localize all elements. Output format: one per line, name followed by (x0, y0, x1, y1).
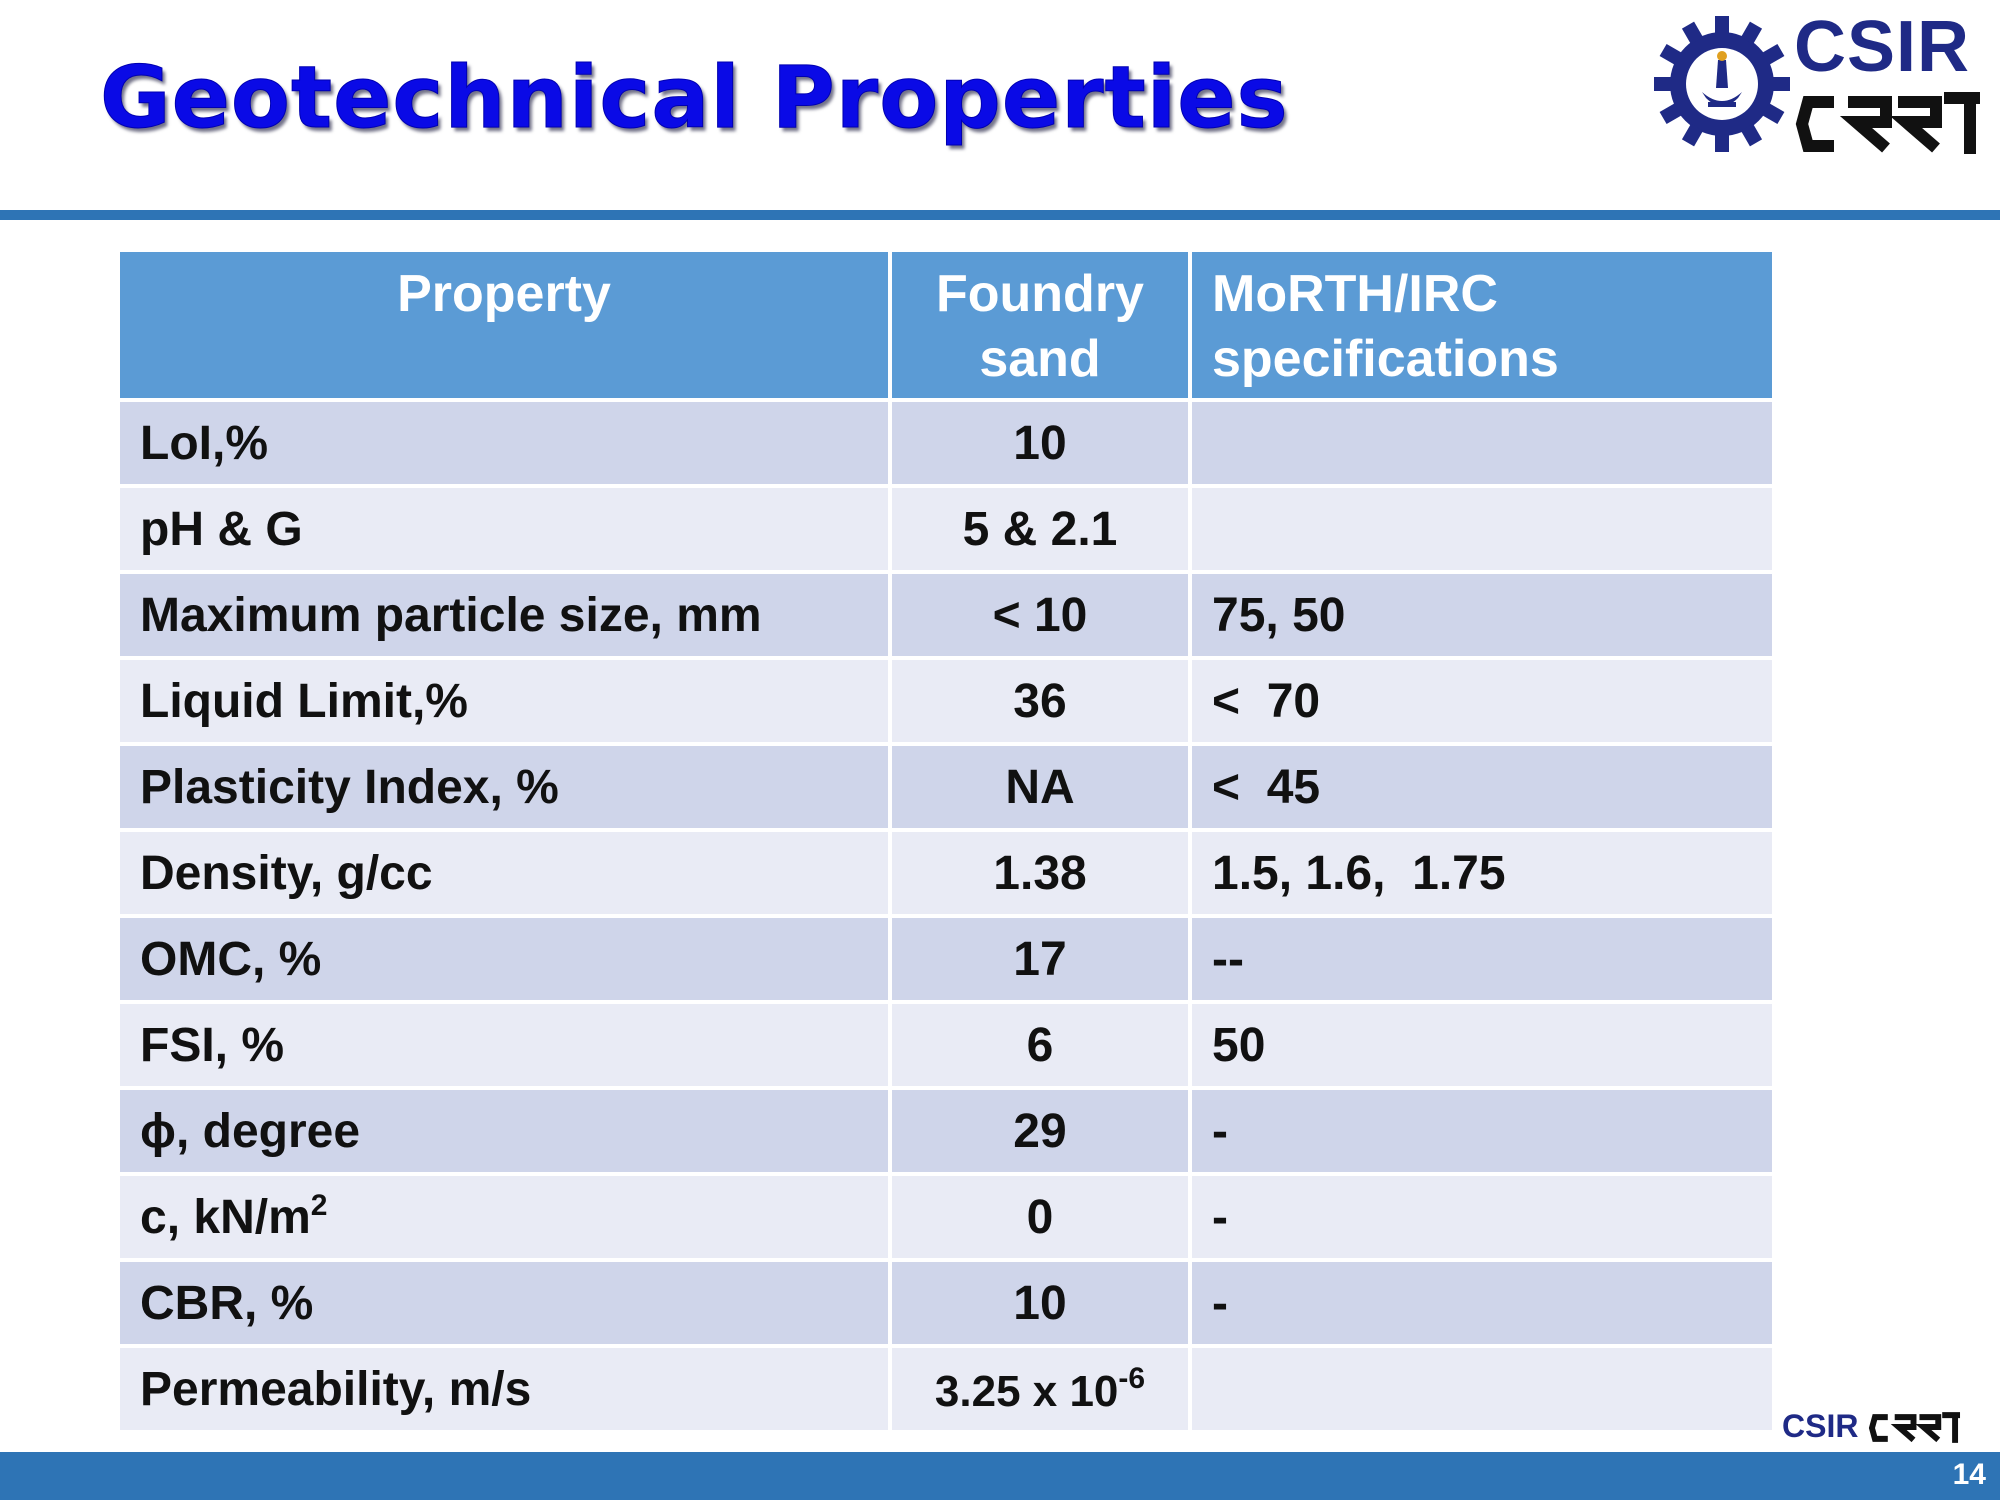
property-cell: Permeability, m/s (120, 1348, 888, 1430)
logo-csir-text: CSIR (1794, 7, 1971, 87)
spec-cell (1192, 402, 1772, 484)
spec-cell: - (1192, 1090, 1772, 1172)
property-cell: Maximum particle size, mm (120, 574, 888, 656)
spec-cell: - (1192, 1176, 1772, 1258)
table-row (120, 918, 1772, 1000)
foundry-sand-cell: < 10 (892, 574, 1188, 656)
header-morth-irc-spec: MoRTH/IRC specifications (1192, 252, 1772, 398)
table-row (120, 1176, 1772, 1258)
csir-logo (1652, 8, 1992, 158)
property-cell (120, 1176, 888, 1258)
spec-cell: 75, 50 (1192, 574, 1772, 656)
property-cell: pH & G (120, 488, 888, 570)
foundry-sand-cell: 6 (892, 1004, 1188, 1086)
spec-cell: < 45 (1192, 746, 1772, 828)
spec-cell: -- (1192, 918, 1772, 1000)
title-divider (0, 210, 2000, 220)
footer-logo (1782, 1406, 1962, 1450)
spec-cell: - (1192, 1262, 1772, 1344)
property-cell: FSI, % (120, 1004, 888, 1086)
footer-logo-text: CSIR (1782, 1408, 1859, 1444)
table-row (120, 746, 1772, 828)
property-cell: Liquid Limit,% (120, 660, 888, 742)
foundry-sand-cell (892, 1348, 1188, 1430)
gear-emblem-icon (1652, 14, 1792, 154)
property-cell: CBR, % (120, 1262, 888, 1344)
property-cell: Density, g/cc (120, 832, 888, 914)
table-row (120, 1262, 1772, 1344)
spec-cell: < 70 (1192, 660, 1772, 742)
foundry-sand-cell: 10 (892, 1262, 1188, 1344)
table-row (120, 488, 1772, 570)
foundry-text: 3.25 x 10 (934, 1366, 1119, 1416)
foundry-sand-cell: 17 (892, 918, 1188, 1000)
table-row (120, 1090, 1772, 1172)
table-row (120, 574, 1772, 656)
foundry-sand-cell: 10 (892, 402, 1188, 484)
footer-hindi-mark-icon (1868, 1410, 1962, 1446)
foundry-sand-cell: 29 (892, 1090, 1188, 1172)
header-foundry-sand: Foundry sand (892, 252, 1188, 398)
spec-cell (1192, 1348, 1772, 1430)
table-row (120, 402, 1772, 484)
property-text: c, kN/m (140, 1191, 311, 1244)
spec-cell: 50 (1192, 1004, 1772, 1086)
page-number: 14 (1952, 1458, 1986, 1491)
property-cell: OMC, % (120, 918, 888, 1000)
table-header-row (120, 252, 1772, 398)
footer-bar (0, 1452, 2000, 1500)
property-cell: LoI,% (120, 402, 888, 484)
table-row (120, 1348, 1772, 1430)
foundry-sand-cell: 36 (892, 660, 1188, 742)
table-row (120, 1004, 1772, 1086)
foundry-sand-cell: 0 (892, 1176, 1188, 1258)
table-row (120, 832, 1772, 914)
foundry-sand-cell: 1.38 (892, 832, 1188, 914)
foundry-sand-cell: NA (892, 746, 1188, 828)
logo-hindi-mark-icon (1794, 92, 1984, 156)
slide-title: Geotechnical Properties (100, 48, 1289, 148)
spec-cell (1192, 488, 1772, 570)
header-property: Property (120, 252, 888, 398)
table-row (120, 660, 1772, 742)
property-cell: ϕ, degree (120, 1090, 888, 1172)
property-superscript: 2 (310, 1189, 328, 1222)
foundry-superscript: -6 (1118, 1361, 1146, 1395)
spec-cell: 1.5, 1.6, 1.75 (1192, 832, 1772, 914)
foundry-sand-cell: 5 & 2.1 (892, 488, 1188, 570)
property-cell: Plasticity Index, % (120, 746, 888, 828)
properties-table (120, 252, 1772, 1430)
